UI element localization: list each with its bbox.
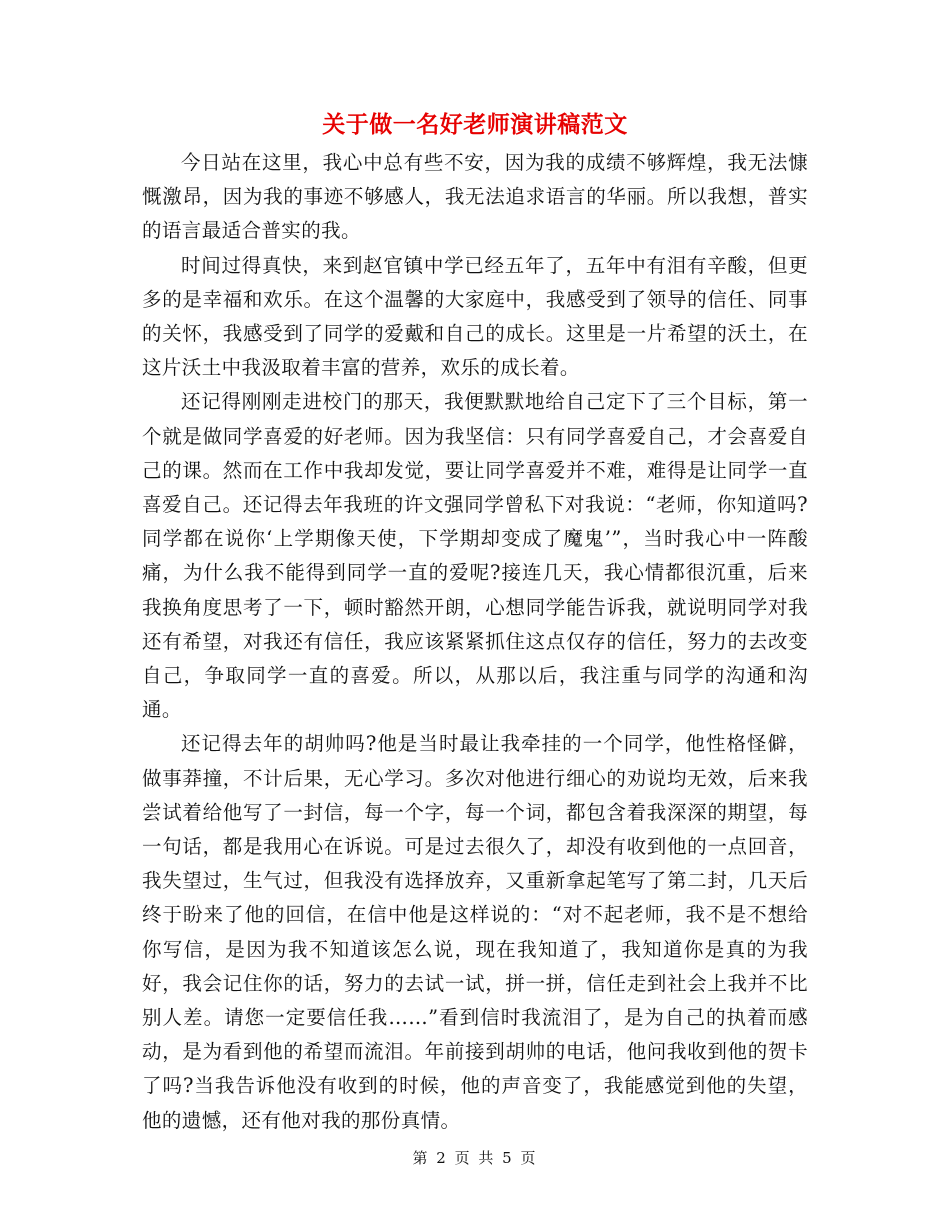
document-title: 关于做一名好老师演讲稿范文: [322, 111, 628, 138]
page-number-footer: 第 2 页 共 5 页: [412, 1149, 538, 1167]
paragraph-2: 时间过得真快，来到赵官镇中学已经五年了，五年中有泪有辛酸，但更多的是幸福和欢乐。在这个温馨的大家庭中，我感受到了领导的信任、同事的关怀，我感受到了同学的爱戴和自己的成长。这里是一片希望的沃土，在这片沃土中我汲取着丰富的营养，欢乐的成长着。: [142, 253, 808, 380]
document-body: [142, 146, 808, 1138]
paragraph-4: 还记得去年的胡帅吗?他是当时最让我牵挂的一个同学，他性格怪僻，做事莽撞，不计后果，无心学习。多次对他进行细心的劝说均无效，后来我尝试着给他写了一封信，每一个字，每一个词，都包含着我深深的期望，每一句话，都是我用心在诉说。可是过去很久了，却没有收到他的一点回音，我失望过，生气过，但我没有选择放弃，又重新拿起笔写了第二封，几天后终于盼来了他的回信，在信中他是这样说的：“对不起老师，我不是不想给你写信，是因为我不知道该怎么说，现在我知道了，我知道你是真的为我好，我会记住你的话，努力的去试一试，拼一拼，信任走到社会上我并不比别人差。请您一定要信任我……”看到信时我流泪了，是为自己的执着而感动，是为看到他的希望而流泪。年前接到胡帅的电话，他问我收到他的贺卡了吗?当我告诉他没有收到的时候，他的声音变了，我能感觉到他的失望，他的遗憾，还有他对我的那份真情。: [142, 732, 808, 1132]
paragraph-1: 今日站在这里，我心中总有些不安，因为我的成绩不够辉煌，我无法慷慨激昂，因为我的事迹不够感人，我无法追求语言的华丽。所以我想，普实的语言最适合普实的我。: [142, 151, 808, 243]
paragraph-3: 还记得刚刚走进校门的那天，我便默默地给自己定下了三个目标，第一个就是做同学喜爱的好老师。因为我坚信：只有同学喜爱自己，才会喜爱自己的课。然而在工作中我却发觉，要让同学喜爱并不难，难得是让同学一直喜爱自己。还记得去年我班的许文强同学曾私下对我说：“老师，你知道吗?同学都在说你‘上学期像天使，下学期却变成了魔鬼’”，当时我心中一阵酸痛，为什么我不能得到同学一直的爱呢?接连几天，我心情都很沉重，后来我换角度思考了一下，顿时豁然开朗，心想同学能告诉我，就说明同学对我还有希望，对我还有信任，我应该紧紧抓住这点仅存的信任，努力的去改变自己，争取同学一直的喜爱。所以，从那以后，我注重与同学的沟通和沟通。: [142, 390, 808, 722]
